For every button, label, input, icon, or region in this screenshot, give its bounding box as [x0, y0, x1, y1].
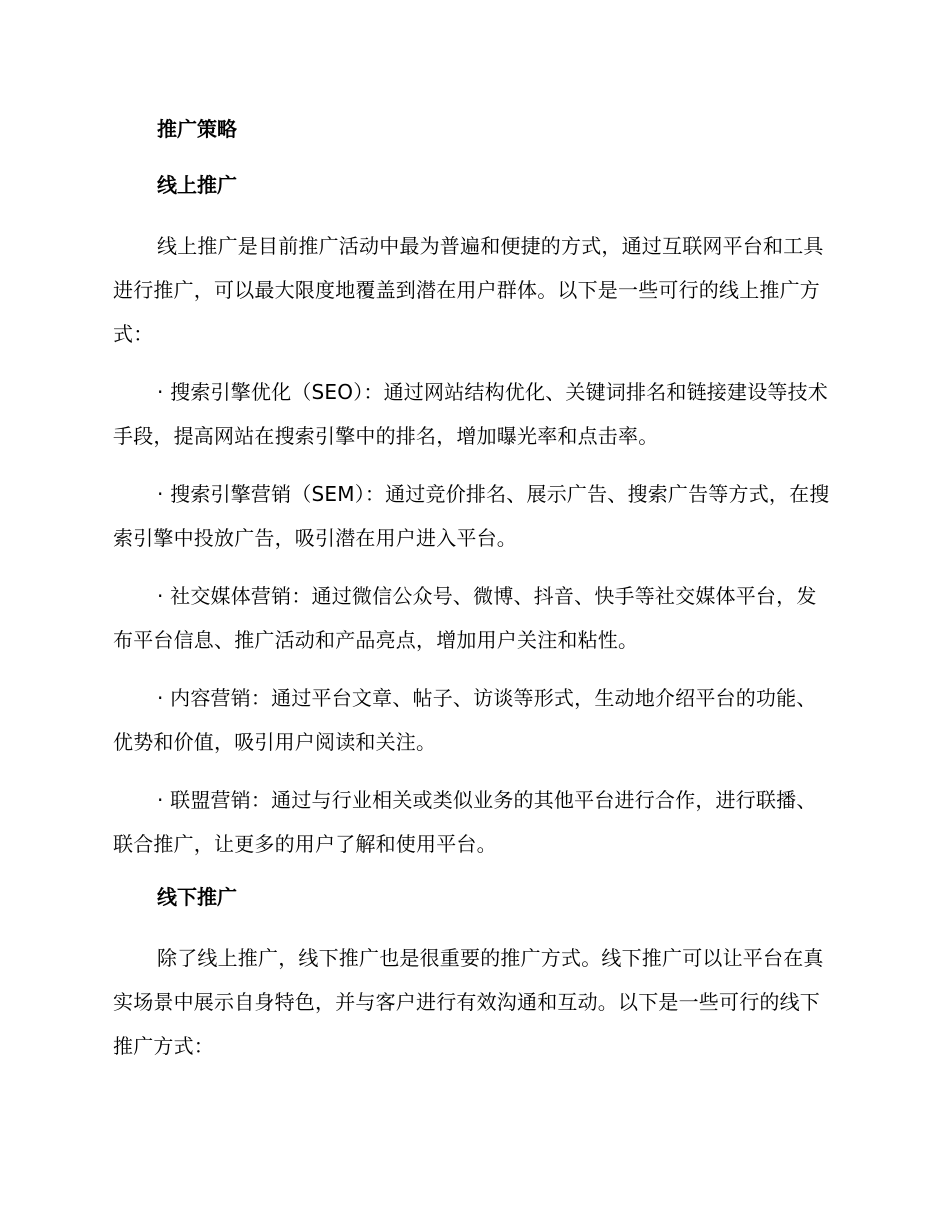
list-item-sem: · 搜索引擎营销（SEM）：通过竞价排名、展示广告、搜索广告等方式，在搜索引擎中投放广告，吸引潜在用户进入平台。 [113, 482, 830, 550]
online-promotion-heading: 线上推广 [157, 173, 237, 197]
section-title: 推广策略 [157, 117, 237, 141]
list-item-seo: · 搜索引擎优化（SEO）：通过网站结构优化、关键词排名和链接建设等技术手段，提高网站在搜索引擎中的排名，增加曝光率和点击率。 [113, 380, 828, 448]
document-body [113, 112, 833, 1068]
offline-promotion-intro: 除了线上推广，线下推广也是很重要的推广方式。线下推广可以让平台在真实场景中展示自身特色，并与客户进行有效沟通和互动。以下是一些可行的线下推广方式： [113, 946, 824, 1058]
offline-promotion-heading: 线下推广 [157, 885, 237, 909]
list-item-affiliate-marketing: · 联盟营销：通过与行业相关或类似业务的其他平台进行合作，进行联播、联合推广，让更多的用户了解和使用平台。 [113, 788, 817, 856]
online-promotion-intro: 线上推广是目前推广活动中最为普遍和便捷的方式，通过互联网平台和工具进行推广，可以最大限度地覆盖到潜在用户群体。以下是一些可行的线上推广方式： [113, 234, 824, 346]
list-item-content-marketing: · 内容营销：通过平台文章、帖子、访谈等形式，生动地介绍平台的功能、优势和价值，吸引用户阅读和关注。 [113, 686, 817, 754]
list-item-social-media: · 社交媒体营销：通过微信公众号、微博、抖音、快手等社交媒体平台，发布平台信息、推广活动和产品亮点，增加用户关注和粘性。 [113, 584, 817, 652]
